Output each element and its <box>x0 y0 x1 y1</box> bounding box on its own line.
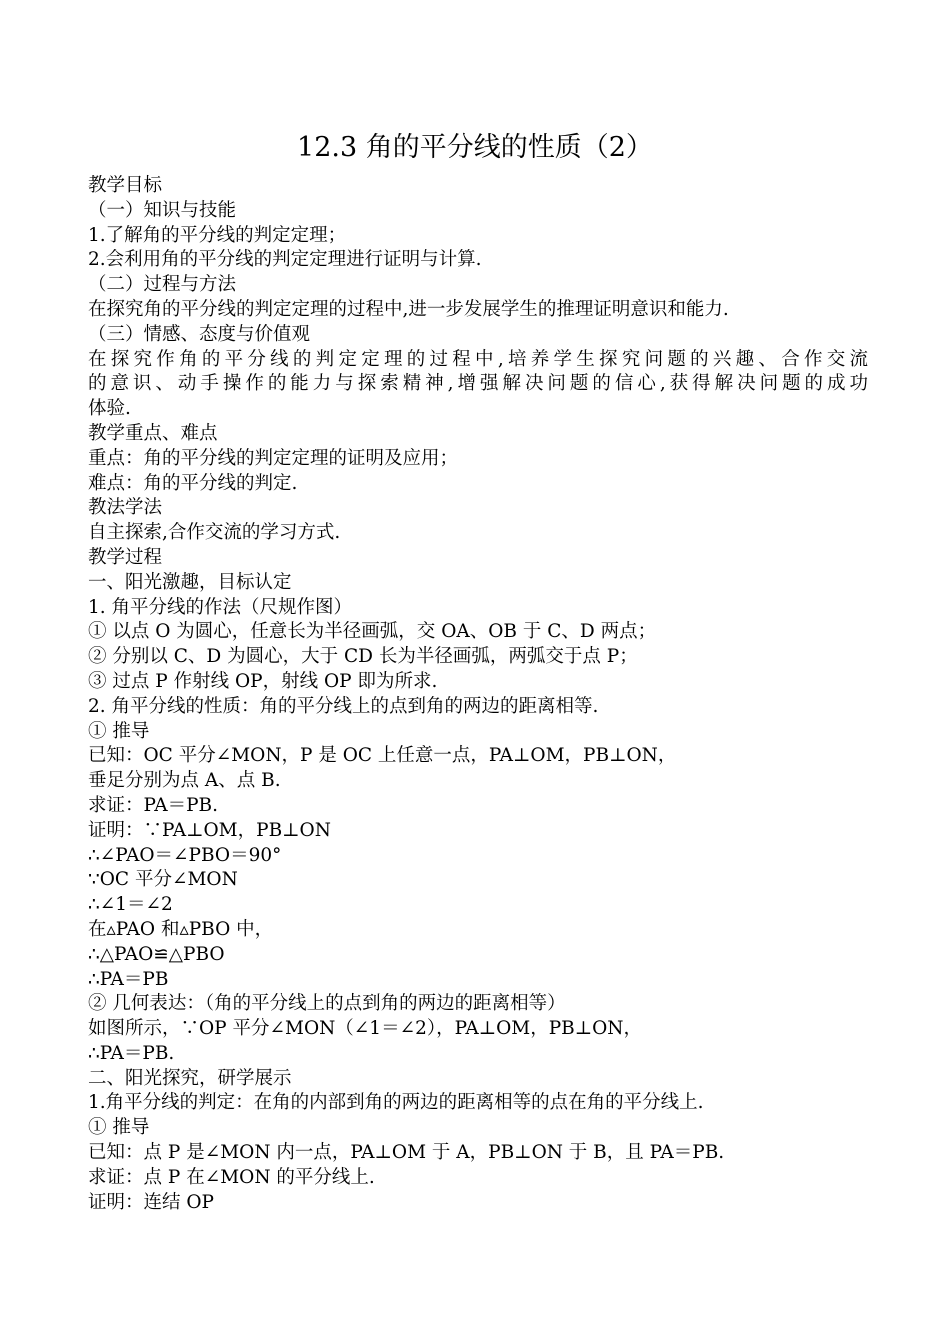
proof-line-1: 证明：∵PA⊥OM，PB⊥ON <box>88 819 331 841</box>
given-statement-2: 垂足分别为点 A、点 B. <box>88 770 281 792</box>
section-two-heading: 二、阳光探究，研学展示 <box>88 1067 292 1089</box>
proof-line-2: ∴∠PAO＝∠PBO＝90° <box>88 844 282 866</box>
property-heading: 2. 角平分线的性质：角的平分线上的点到角的两边的距离相等. <box>88 695 599 717</box>
difficult-point-text: 难点：角的平分线的判定. <box>88 472 298 494</box>
criterion-heading: 1.角平分线的判定：在角的内部到角的两边的距离相等的点在角的平分线上. <box>88 1092 704 1114</box>
construction-step-1: ① 以点 O 为圆心，任意长为半径画弧，交 OA、OB 于 C、D 两点； <box>88 621 657 643</box>
proof-line-4: ∴∠1＝∠2 <box>88 894 173 916</box>
goal-item-2: 2.会利用角的平分线的判定定理进行证明与计算. <box>88 249 482 271</box>
geometric-expression-line-2: ∴PA＝PB. <box>88 1042 175 1064</box>
goal-item-1: 1.了解角的平分线的判定定理； <box>88 224 347 246</box>
heading-teaching-methods: 教法学法 <box>88 497 163 519</box>
emotion-values-text-line-3: 体验. <box>88 398 131 420</box>
prove-statement-1: 求证：PA＝PB. <box>88 794 219 816</box>
document-body <box>88 174 868 1215</box>
proof-line-3: ∵OC 平分∠MON <box>88 869 238 891</box>
proof-line-6: ∴△PAO≌△PBO <box>88 943 225 965</box>
teaching-methods-text: 自主探索,合作交流的学习方式. <box>88 522 341 544</box>
section-one-heading: 一、阳光激趣，目标认定 <box>88 571 292 593</box>
proof-start-line: 证明：连结 OP <box>88 1191 214 1213</box>
derivation-label-2: ① 推导 <box>88 1117 150 1139</box>
heading-key-difficult-points: 教学重点、难点 <box>88 422 218 444</box>
heading-teaching-process: 教学过程 <box>88 546 163 568</box>
proof-line-5: 在▵PAO 和▵PBO 中， <box>88 918 274 940</box>
subheading-knowledge-skills: （一）知识与技能 <box>88 199 237 221</box>
derivation-label-1: ① 推导 <box>88 720 150 742</box>
process-methods-text: 在探究角的平分线的判定定理的过程中,进一步发展学生的推理证明意识和能力. <box>88 298 729 320</box>
geometric-expression-heading: ② 几何表达：（角的平分线上的点到角的两边的距离相等） <box>88 993 566 1015</box>
subheading-process-methods: （二）过程与方法 <box>88 274 237 296</box>
geometric-expression-line-1: 如图所示，∵OP 平分∠MON（∠1＝∠2），PA⊥OM，PB⊥ON， <box>88 1018 642 1040</box>
construction-step-2: ② 分别以 C、D 为圆心，大于 CD 长为半径画弧，两弧交于点 P； <box>88 646 638 668</box>
subheading-emotion-values: （三）情感、态度与价值观 <box>88 323 311 345</box>
construction-step-3: ③ 过点 P 作射线 OP，射线 OP 即为所求. <box>88 670 438 692</box>
given-statement-1: 已知：OC 平分∠MON，P 是 OC 上任意一点，PA⊥OM，PB⊥ON， <box>88 745 677 767</box>
proof-line-7: ∴PA＝PB <box>88 968 169 990</box>
given-statement-3: 已知：点 P 是∠MON 内一点，PA⊥OM 于 A，PB⊥ON 于 B，且 PA＝PB. <box>88 1142 725 1164</box>
emotion-values-text-line-1: 在探究作角的平分线的判定定理的过程中,培养学生探究问题的兴趣、合作交流 <box>88 348 868 370</box>
emotion-values-text-line-2: 的意识、动手操作的能力与探索精神,增强解决问题的信心,获得解决问题的成功 <box>88 373 868 395</box>
heading-teaching-goals: 教学目标 <box>88 175 163 196</box>
construction-heading: 1. 角平分线的作法（尺规作图） <box>88 596 353 618</box>
key-point-text: 重点：角的平分线的判定定理的证明及应用； <box>88 447 459 469</box>
document-title: 12.3 角的平分线的性质（2） <box>297 132 653 163</box>
prove-statement-2: 求证：点 P 在∠MON 的平分线上. <box>88 1166 375 1188</box>
